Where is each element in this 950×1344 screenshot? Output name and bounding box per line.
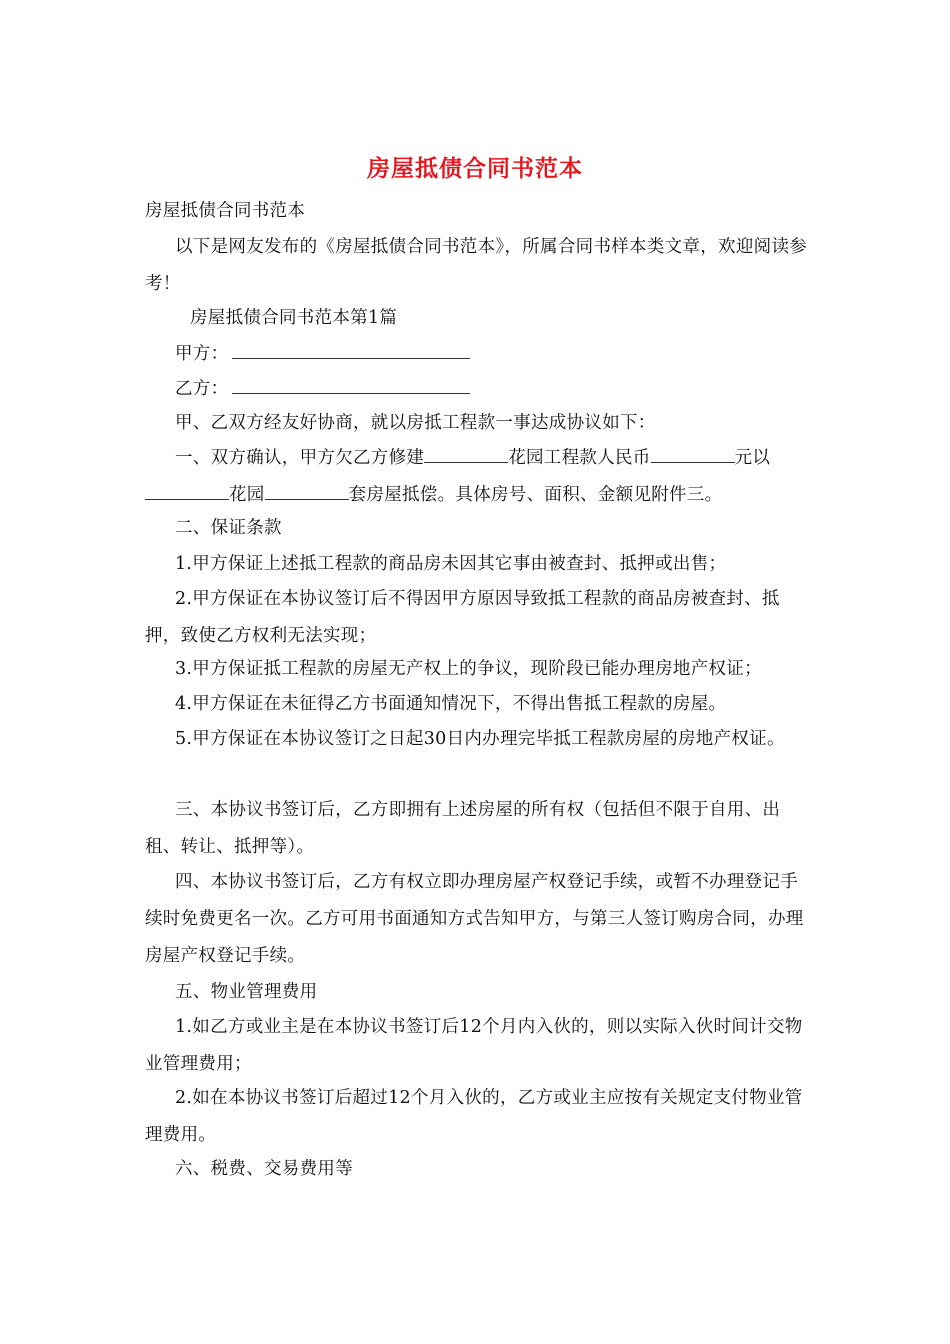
intro-paragraph: 以下是网友发布的《房屋抵债合同书范本》，所属合同书样本类文章，欢迎阅读参考！ [145,237,808,294]
part-title: 房屋抵债合同书范本第1篇 [190,308,398,328]
party-a-blank [232,340,470,359]
clause-1-text-a: 一、双方确认，甲方欠乙方修建 [175,448,425,468]
clause-1-text-b: 花园工程款人民币 [508,448,651,468]
section-6-heading: 六、税费、交易费用等 [175,1159,353,1179]
section-4-paragraph: 四、本协议书签订后，乙方有权立即办理房屋产权登记手续，或暂不办理登记手续时免费更名一次。乙方可用书面通知方式告知甲方，与第三人签订购房合同，办理房屋产权登记手续。 [145,872,804,966]
clause-1-blank-a [424,444,508,463]
document-title: 房屋抵债合同书范本 [367,156,583,182]
section-5-item-1: 1.如乙方或业主是在本协议书签订后12个月内入伙的，则以实际入伙时间计交物业管理费用； [145,1017,803,1074]
section-2-item-5: 5.甲方保证在本协议签订之日起30日内办理完毕抵工程款房屋的房地产权证。 [175,729,785,749]
clause-1-text-e: 套房屋抵偿。具体房号、面积、金额见附件三。 [348,485,723,505]
party-b-label: 乙方： [175,379,229,399]
section-2-item-2: 2.甲方保证在本协议签订后不得因甲方原因导致抵工程款的商品房被查封、抵押，致使乙方权利无法实现； [145,589,780,646]
section-5-heading: 五、物业管理费用 [175,982,318,1002]
party-b-line [145,371,810,408]
party-a-line [145,336,810,373]
section-2-item-1: 1.甲方保证上述抵工程款的商品房未因其它事由被查封、抵押或出售； [175,554,727,574]
clause-1-text-d: 花园 [229,485,265,505]
clause-1-text-c: 元以 [734,448,771,468]
section-2-item-4: 4.甲方保证在未征得乙方书面通知情况下，不得出售抵工程款的房屋。 [175,694,727,714]
document-heading: 房屋抵债合同书范本 [145,201,306,221]
section-3-paragraph: 三、本协议书签订后，乙方即拥有上述房屋的所有权（包括但不限于自用、出租、转让、抵押等）。 [145,800,781,857]
party-a-label: 甲方： [175,344,229,364]
clause-1-blank-d [265,481,349,500]
party-b-blank [232,375,470,394]
section-2-item-3: 3.甲方保证抵工程款的房屋无产权上的争议，现阶段已能办理房地产权证； [175,659,762,679]
section-5-item-2: 2.如在本协议书签订后超过12个月入伙的，乙方或业主应按有关规定支付物业管理费用。 [145,1088,803,1145]
clause-1-blank-c [145,481,229,500]
clause-1-blank-b [651,444,735,463]
agreement-paragraph: 甲、乙双方经友好协商，就以房抵工程款一事达成协议如下： [175,413,656,433]
section-2-heading: 二、保证条款 [175,518,282,538]
clause-1-paragraph [145,440,810,514]
